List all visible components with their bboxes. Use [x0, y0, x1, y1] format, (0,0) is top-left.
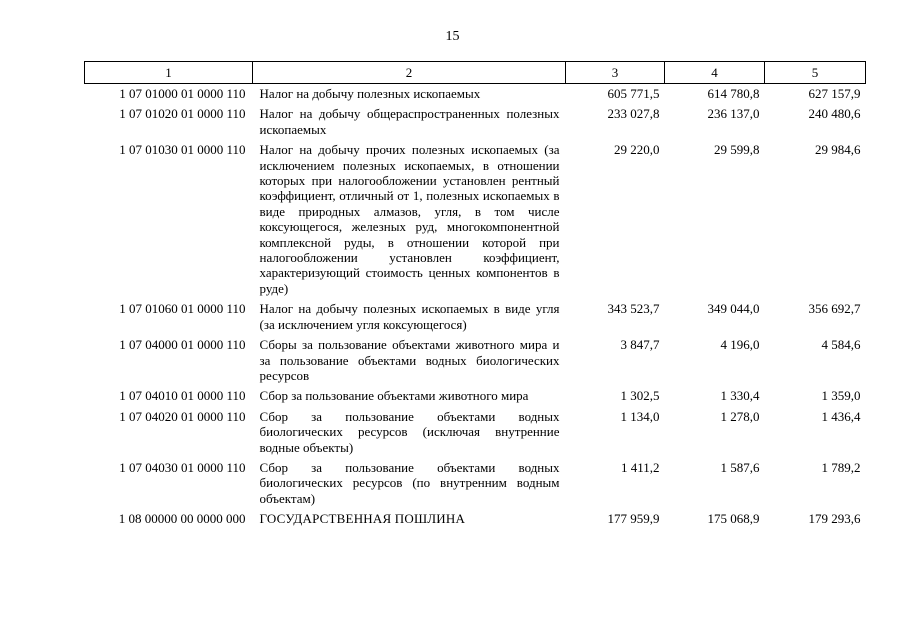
row-code: 1 07 01020 01 0000 110 — [119, 106, 246, 122]
header-row — [85, 62, 866, 84]
table-row — [85, 509, 866, 529]
header-col-5: 5 — [765, 62, 866, 84]
header-col-4: 4 — [665, 62, 765, 84]
header-col-2: 2 — [253, 62, 566, 84]
row-value-4: 236 137,0 — [707, 106, 760, 122]
row-value-3: 343 523,7 — [607, 301, 660, 317]
row-code: 1 07 04010 01 0000 110 — [119, 388, 246, 404]
row-value-4: 29 599,8 — [714, 142, 760, 158]
row-value-3: 1 134,0 — [620, 408, 660, 424]
row-code: 1 07 04020 01 0000 110 — [119, 408, 246, 424]
row-value-3: 177 959,9 — [607, 511, 660, 527]
row-code: 1 07 01000 01 0000 110 — [119, 86, 246, 101]
table-row — [85, 386, 866, 406]
table-row — [85, 140, 866, 299]
header-col-1: 1 — [85, 62, 253, 84]
row-code: 1 07 04030 01 0000 110 — [119, 459, 246, 475]
table-row — [85, 299, 866, 335]
table-header — [85, 62, 866, 84]
row-value-5: 356 692,7 — [808, 301, 861, 317]
table-row — [85, 84, 866, 105]
page-number: 15 — [445, 29, 460, 44]
row-value-3: 29 220,0 — [614, 142, 660, 158]
row-value-5: 4 584,6 — [821, 337, 861, 353]
row-code: 1 07 01060 01 0000 110 — [119, 301, 246, 317]
row-name: Налог на добычу полезных ископаемых — [259, 86, 481, 101]
row-name: Налог на добычу полезных ископаемых в виде угля (за исключением угля коксующегося) — [259, 301, 560, 332]
row-name: Налог на добычу прочих полезных ископаемых (за исключением полезных ископаемых, в отношении которых при налогообложении установлен рентный коэффициент, отличный от 1, полезных ископаемых в виде природных алмазов, угля, в том числе коксующегося, железных руд, многокомпонентной комплексной руды, в отношении которой при налогообложении установлен коэффициент, характеризующий стоимость ценных компонентов в руде) — [259, 142, 560, 296]
row-value-3: 605 771,5 — [607, 86, 660, 101]
row-value-3: 1 302,5 — [620, 388, 660, 404]
row-value-5: 179 293,6 — [808, 511, 861, 527]
row-value-4: 4 196,0 — [720, 337, 760, 353]
row-value-4: 349 044,0 — [707, 301, 760, 317]
table-row — [85, 104, 866, 140]
table-row — [85, 458, 866, 509]
row-name: Сбор за пользование объектами животного мира — [259, 388, 529, 404]
table-row — [85, 335, 866, 386]
row-value-4: 175 068,9 — [707, 511, 760, 527]
row-value-3: 3 847,7 — [620, 337, 660, 353]
row-value-5: 29 984,6 — [815, 142, 861, 158]
row-name: ГОСУДАРСТВЕННАЯ ПОШЛИНА — [259, 511, 466, 527]
row-value-5: 1 789,2 — [821, 459, 861, 475]
row-value-5: 240 480,6 — [808, 106, 861, 122]
row-value-3: 233 027,8 — [607, 106, 660, 122]
row-code: 1 08 00000 00 0000 000 — [118, 511, 246, 527]
row-value-4: 1 587,6 — [720, 459, 760, 475]
row-name: Сбор за пользование объектами водных биологических ресурсов (по внутренним водным объектам) — [259, 459, 560, 506]
row-code: 1 07 01030 01 0000 110 — [119, 142, 246, 158]
header-col-3: 3 — [566, 62, 665, 84]
row-name: Налог на добычу общераспространенных полезных ископаемых — [259, 106, 560, 137]
table-row — [85, 407, 866, 458]
row-value-4: 614 780,8 — [707, 86, 760, 101]
row-code: 1 07 04000 01 0000 110 — [119, 337, 246, 353]
row-value-4: 1 330,4 — [720, 388, 760, 404]
row-name: Сборы за пользование объектами животного мира и за пользование объектами водных биологических ресурсов — [259, 337, 560, 383]
budget-table — [84, 61, 866, 530]
row-value-5: 627 157,9 — [808, 86, 861, 101]
row-value-5: 1 436,4 — [821, 408, 861, 424]
row-value-3: 1 411,2 — [620, 459, 660, 475]
row-value-5: 1 359,0 — [821, 388, 861, 404]
row-name: Сбор за пользование объектами водных биологических ресурсов (исключая внутренние водные объекты) — [259, 408, 560, 455]
table-body — [85, 84, 866, 530]
row-value-4: 1 278,0 — [720, 408, 760, 424]
